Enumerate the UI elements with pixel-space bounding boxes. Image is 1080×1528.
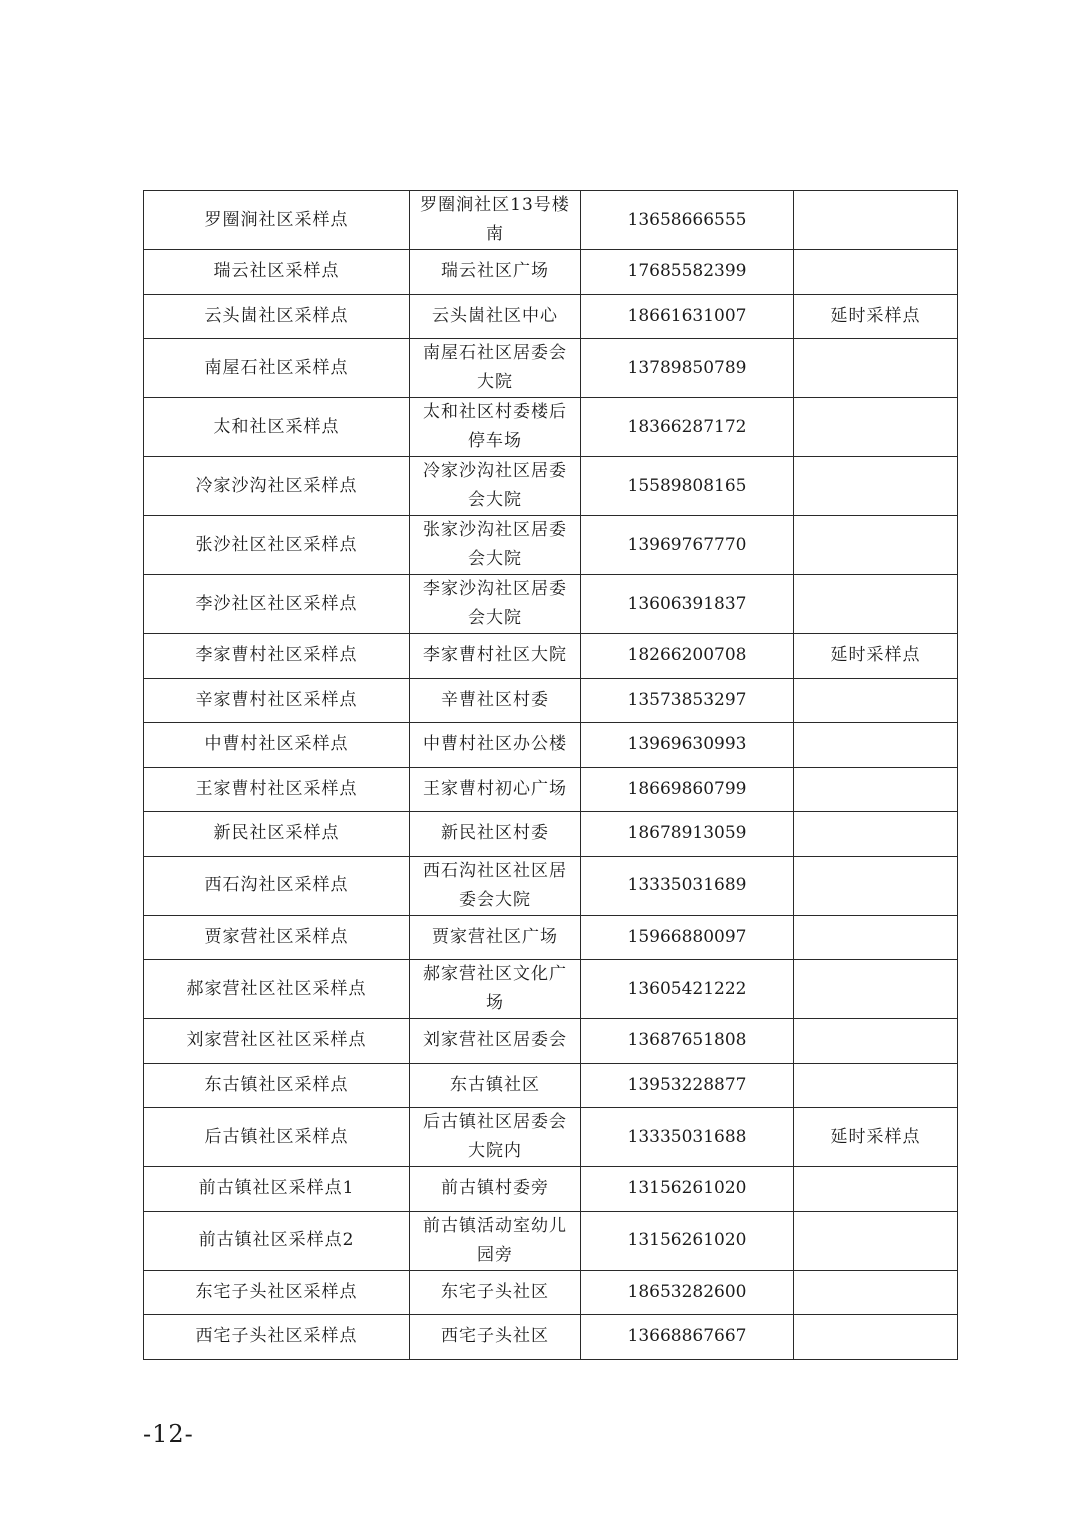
note-cell bbox=[794, 398, 958, 457]
note-cell bbox=[794, 856, 958, 915]
table-row bbox=[144, 457, 958, 516]
site-location-cell: 王家曹村初心广场 bbox=[410, 767, 581, 812]
site-name-cell: 云头崮社区采样点 bbox=[144, 294, 410, 339]
site-name-cell: 郝家营社区社区采样点 bbox=[144, 960, 410, 1019]
contact-phone-cell: 17685582399 bbox=[581, 250, 794, 295]
contact-phone-cell: 15589808165 bbox=[581, 457, 794, 516]
table-row bbox=[144, 1211, 958, 1270]
note-cell: 延时采样点 bbox=[794, 1108, 958, 1167]
table-row bbox=[144, 960, 958, 1019]
note-cell bbox=[794, 339, 958, 398]
contact-phone-cell: 18653282600 bbox=[581, 1270, 794, 1315]
site-location-cell: 罗圈涧社区13号楼南 bbox=[410, 191, 581, 250]
site-name-cell: 张沙社区社区采样点 bbox=[144, 516, 410, 575]
site-name-cell: 辛家曹村社区采样点 bbox=[144, 678, 410, 723]
contact-phone-cell: 18669860799 bbox=[581, 767, 794, 812]
page-number: -12- bbox=[143, 1420, 194, 1448]
note-cell bbox=[794, 250, 958, 295]
note-cell: 延时采样点 bbox=[794, 634, 958, 679]
site-location-cell: 南屋石社区居委会大院 bbox=[410, 339, 581, 398]
contact-phone-cell: 13335031688 bbox=[581, 1108, 794, 1167]
table-row bbox=[144, 678, 958, 723]
note-cell bbox=[794, 457, 958, 516]
note-cell bbox=[794, 723, 958, 768]
contact-phone-cell: 18266200708 bbox=[581, 634, 794, 679]
site-name-cell: 刘家营社区社区采样点 bbox=[144, 1019, 410, 1064]
note-cell bbox=[794, 1019, 958, 1064]
site-location-cell: 后古镇社区居委会大院内 bbox=[410, 1108, 581, 1167]
note-cell bbox=[794, 767, 958, 812]
table-row bbox=[144, 294, 958, 339]
table-row bbox=[144, 1315, 958, 1360]
note-cell bbox=[794, 1167, 958, 1212]
contact-phone-cell: 13606391837 bbox=[581, 575, 794, 634]
contact-phone-cell: 13658666555 bbox=[581, 191, 794, 250]
site-name-cell: 东古镇社区采样点 bbox=[144, 1063, 410, 1108]
note-cell bbox=[794, 516, 958, 575]
contact-phone-cell: 13687651808 bbox=[581, 1019, 794, 1064]
site-name-cell: 中曹村社区采样点 bbox=[144, 723, 410, 768]
site-name-cell: 太和社区采样点 bbox=[144, 398, 410, 457]
note-cell: 延时采样点 bbox=[794, 294, 958, 339]
site-location-cell: 辛曹社区村委 bbox=[410, 678, 581, 723]
site-name-cell: 瑞云社区采样点 bbox=[144, 250, 410, 295]
site-location-cell: 冷家沙沟社区居委会大院 bbox=[410, 457, 581, 516]
site-location-cell: 太和社区村委楼后停车场 bbox=[410, 398, 581, 457]
contact-phone-cell: 13969767770 bbox=[581, 516, 794, 575]
table-row bbox=[144, 516, 958, 575]
site-name-cell: 李沙社区社区采样点 bbox=[144, 575, 410, 634]
contact-phone-cell: 13573853297 bbox=[581, 678, 794, 723]
site-location-cell: 张家沙沟社区居委会大院 bbox=[410, 516, 581, 575]
site-name-cell: 东宅子头社区采样点 bbox=[144, 1270, 410, 1315]
contact-phone-cell: 18366287172 bbox=[581, 398, 794, 457]
contact-phone-cell: 18661631007 bbox=[581, 294, 794, 339]
table-row bbox=[144, 1270, 958, 1315]
site-location-cell: 李家曹村社区大院 bbox=[410, 634, 581, 679]
contact-phone-cell: 13156261020 bbox=[581, 1211, 794, 1270]
table-row bbox=[144, 575, 958, 634]
note-cell bbox=[794, 812, 958, 857]
contact-phone-cell: 13605421222 bbox=[581, 960, 794, 1019]
site-location-cell: 东古镇社区 bbox=[410, 1063, 581, 1108]
table-row bbox=[144, 1019, 958, 1064]
site-name-cell: 前古镇社区采样点2 bbox=[144, 1211, 410, 1270]
note-cell bbox=[794, 678, 958, 723]
site-name-cell: 新民社区采样点 bbox=[144, 812, 410, 857]
note-cell bbox=[794, 1315, 958, 1360]
note-cell bbox=[794, 1063, 958, 1108]
site-name-cell: 前古镇社区采样点1 bbox=[144, 1167, 410, 1212]
site-name-cell: 李家曹村社区采样点 bbox=[144, 634, 410, 679]
site-location-cell: 贾家营社区广场 bbox=[410, 915, 581, 960]
site-location-cell: 前古镇村委旁 bbox=[410, 1167, 581, 1212]
table-row bbox=[144, 1063, 958, 1108]
contact-phone-cell: 13789850789 bbox=[581, 339, 794, 398]
contact-phone-cell: 13668867667 bbox=[581, 1315, 794, 1360]
table-row bbox=[144, 339, 958, 398]
site-name-cell: 西宅子头社区采样点 bbox=[144, 1315, 410, 1360]
site-location-cell: 新民社区村委 bbox=[410, 812, 581, 857]
table-row bbox=[144, 812, 958, 857]
table-row bbox=[144, 191, 958, 250]
site-location-cell: 前古镇活动室幼儿园旁 bbox=[410, 1211, 581, 1270]
table-row bbox=[144, 767, 958, 812]
contact-phone-cell: 13335031689 bbox=[581, 856, 794, 915]
contact-phone-cell: 13969630993 bbox=[581, 723, 794, 768]
site-location-cell: 刘家营社区居委会 bbox=[410, 1019, 581, 1064]
site-name-cell: 王家曹村社区采样点 bbox=[144, 767, 410, 812]
note-cell bbox=[794, 191, 958, 250]
site-location-cell: 瑞云社区广场 bbox=[410, 250, 581, 295]
site-name-cell: 罗圈涧社区采样点 bbox=[144, 191, 410, 250]
site-location-cell: 云头崮社区中心 bbox=[410, 294, 581, 339]
table-row bbox=[144, 398, 958, 457]
site-location-cell: 西石沟社区社区居委会大院 bbox=[410, 856, 581, 915]
site-location-cell: 西宅子头社区 bbox=[410, 1315, 581, 1360]
note-cell bbox=[794, 1211, 958, 1270]
site-name-cell: 南屋石社区采样点 bbox=[144, 339, 410, 398]
sampling-sites-table bbox=[143, 190, 958, 1360]
site-name-cell: 西石沟社区采样点 bbox=[144, 856, 410, 915]
site-location-cell: 东宅子头社区 bbox=[410, 1270, 581, 1315]
table-row bbox=[144, 915, 958, 960]
site-location-cell: 中曹村社区办公楼 bbox=[410, 723, 581, 768]
note-cell bbox=[794, 1270, 958, 1315]
table-row bbox=[144, 856, 958, 915]
site-location-cell: 郝家营社区文化广场 bbox=[410, 960, 581, 1019]
contact-phone-cell: 13953228877 bbox=[581, 1063, 794, 1108]
table-row bbox=[144, 1108, 958, 1167]
table-row bbox=[144, 1167, 958, 1212]
table-row bbox=[144, 250, 958, 295]
site-name-cell: 后古镇社区采样点 bbox=[144, 1108, 410, 1167]
note-cell bbox=[794, 915, 958, 960]
table-row bbox=[144, 634, 958, 679]
site-location-cell: 李家沙沟社区居委会大院 bbox=[410, 575, 581, 634]
note-cell bbox=[794, 575, 958, 634]
contact-phone-cell: 13156261020 bbox=[581, 1167, 794, 1212]
contact-phone-cell: 15966880097 bbox=[581, 915, 794, 960]
site-name-cell: 冷家沙沟社区采样点 bbox=[144, 457, 410, 516]
table-row bbox=[144, 723, 958, 768]
note-cell bbox=[794, 960, 958, 1019]
site-name-cell: 贾家营社区采样点 bbox=[144, 915, 410, 960]
contact-phone-cell: 18678913059 bbox=[581, 812, 794, 857]
